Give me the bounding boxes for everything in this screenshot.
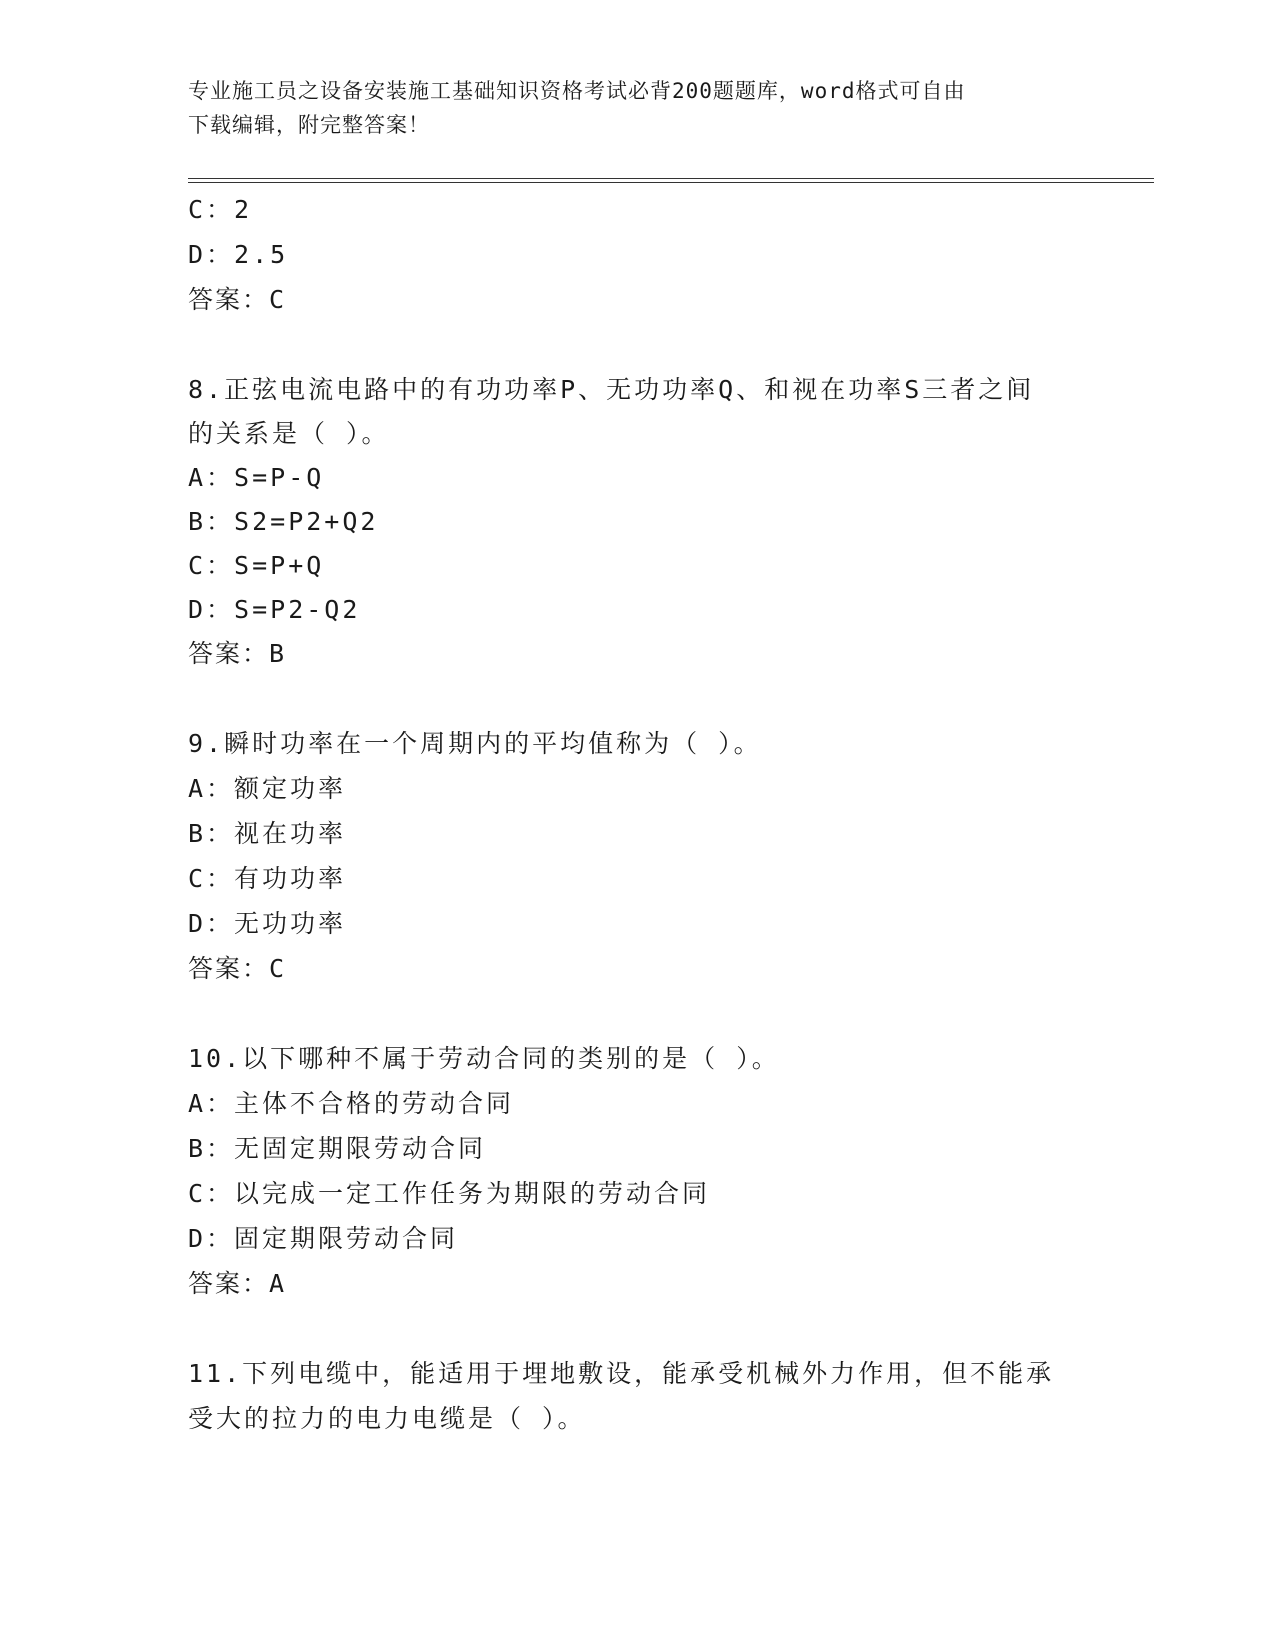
option-line: D：2.5 [188,240,289,269]
option-line: B：无固定期限劳动合同 [188,1134,487,1163]
option-line: D：S=P2-Q2 [188,595,361,624]
answer-value: C [269,285,287,314]
option-line: C：2 [188,195,253,224]
question-stem-line: 10.以下哪种不属于劳动合同的类别的是（ ）。 [188,1044,780,1073]
question-stem-line: 的关系是（ ）。 [188,419,390,448]
answer-label: 答案： [188,639,270,668]
option-line: B：视在功率 [188,819,347,848]
answer-line [188,1268,286,1300]
option-line: D：固定期限劳动合同 [188,1224,459,1253]
question-stem-line: 8.正弦电流电路中的有功功率P、无功功率Q、和视在功率S三者之间 [188,375,1035,404]
answer-label: 答案： [188,1269,270,1298]
option-line: A：主体不合格的劳动合同 [188,1089,515,1118]
answer-label: 答案： [188,285,270,314]
document-header [188,74,1068,142]
question-stem-line: 9.瞬时功率在一个周期内的平均值称为（ ）。 [188,729,762,758]
answer-line [188,638,286,670]
option-line: A：S=P-Q [188,463,325,492]
answer-line [188,284,286,316]
question-stem-line: 受大的拉力的电力电缆是（ ）。 [188,1404,586,1433]
header-line-2: 下载编辑，附完整答案！ [188,113,430,137]
answer-label: 答案： [188,954,270,983]
answer-value: C [269,954,287,983]
answer-value: B [269,639,287,668]
answer-line [188,953,286,985]
option-line: C：有功功率 [188,864,347,893]
header-divider [188,178,1154,183]
option-line: D：无功功率 [188,909,347,938]
option-line: A：额定功率 [188,774,347,803]
answer-value: A [269,1269,287,1298]
option-line: C：以完成一定工作任务为期限的劳动合同 [188,1179,711,1208]
header-line-1: 专业施工员之设备安装施工基础知识资格考试必背200题题库，word格式可自由 [188,79,966,103]
option-line: B：S2=P2+Q2 [188,507,379,536]
question-stem-line: 11.下列电缆中，能适用于埋地敷设，能承受机械外力作用，但不能承 [188,1359,1055,1388]
option-line: C：S=P+Q [188,551,325,580]
